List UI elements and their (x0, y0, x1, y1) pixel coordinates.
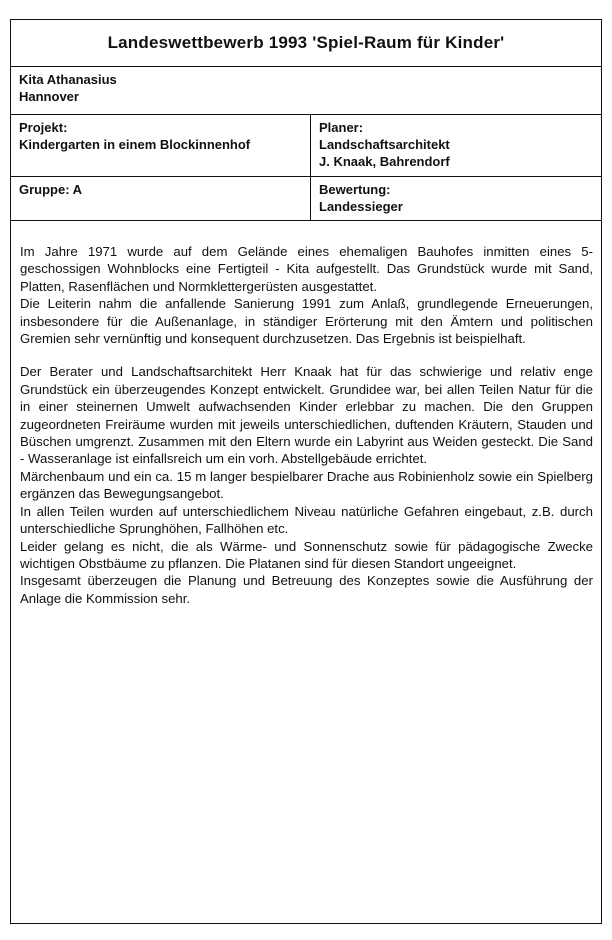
institution-city: Hannover (19, 89, 79, 104)
rating-cell (311, 177, 601, 220)
paragraph-2a: Der Berater und Landschaftsarchitekt Herr Knaak hat für das schwierige und relativ enge Grundstück ein überzeugendes Konzept entwickelt. Grundidee war, bei allen Teilen Natur für die in einer steinernen Umwelt aufwachsenden Kinder erlebbar zu machen. Die den Gruppen zugeordneten Freiräume wurden mit jeweils unterschiedlichen, duftenden Kräutern, Stauden und Büschen umgrenzt. Zusammen mit den Eltern wurde ein Labyrint aus Weiden gesteckt. Die Sand - Wasseranlage ist einfallsreich um ein vorh. Abstellgebäude errichtet. (20, 364, 593, 467)
planner-line-2: J. Knaak, Bahrendorf (319, 154, 450, 169)
planner-cell (311, 115, 601, 176)
paragraph-1b: Die Leiterin nahm die anfallende Sanierung 1991 zum Anlaß, grundlegende Erneuerungen, insbesondere für die Außenanlage, in ständiger Erörterung mit den Ämtern und politischen Gremien sehr vernünftig und konsequent durchzusetzen. Das Ergebnis ist beispielhaft. (20, 296, 593, 347)
institution-cell (11, 67, 601, 114)
project-value: Kindergarten in einem Blockinnenhof (19, 137, 251, 152)
group-row (11, 177, 601, 221)
paragraph-2d: Leider gelang es nicht, die als Wärme- und Sonnenschutz sowie für pädagogische Zwecke wichtigen Obstbäume zu pflanzen. Die Platanen sind für diesen Standort ungeeignet. (20, 538, 593, 571)
planner-label: Planer: (319, 120, 364, 135)
institution-name: Kita Athanasius (19, 72, 117, 87)
project-cell (11, 115, 311, 176)
paragraph-1a: Im Jahre 1971 wurde auf dem Gelände eines ehemaligen Bauhofes inmitten eines 5-geschossigen Wohnblocks eine Fertigteil - Kita aufgestellt. Das Grundstück wurde mit Sand, Platten, Rasenflächen und Normklettergerüsten ausgestattet. (20, 244, 593, 294)
project-row (11, 115, 601, 177)
group-cell (11, 177, 311, 220)
rating-label: Bewertung: (319, 182, 391, 197)
evaluation-sheet (10, 19, 602, 924)
rating-value: Landessieger (319, 199, 403, 214)
page-title: Landeswettbewerb 1993 'Spiel-Raum für Kinder' (11, 20, 601, 67)
paragraph-2c: In allen Teilen wurden auf unterschiedlichem Niveau natürliche Gefahren eingebaut, z.B. durch unterschiedliche Sprunghöhen, Fallhöhen etc. (20, 503, 593, 537)
group-label: Gruppe: A (19, 182, 83, 197)
evaluation-text (11, 221, 601, 607)
paragraph-2e: Insgesamt überzeugen die Planung und Betreuung des Konzeptes sowie die Ausführung der Anlage die Kommission sehr. (20, 573, 593, 606)
institution-row (11, 67, 601, 115)
paragraph-2b: Märchenbaum und ein ca. 15 m langer bespielbarer Drache aus Robinienholz sowie ein Spielberg ergänzen das Bewegungsangebot. (20, 468, 593, 502)
planner-line-1: Landschaftsarchitekt (319, 137, 450, 152)
project-label: Projekt: (19, 120, 68, 135)
